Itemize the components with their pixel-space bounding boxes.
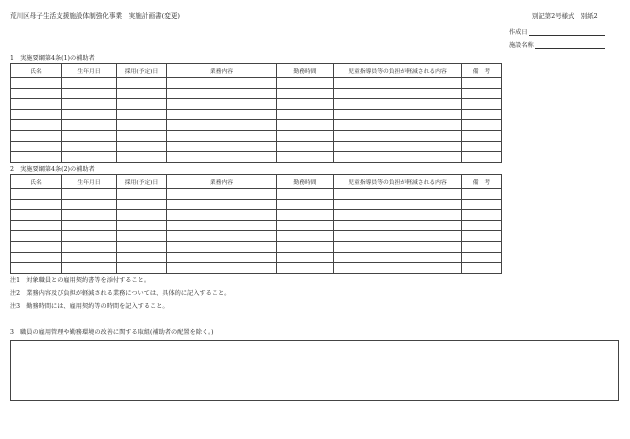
column-header-burden: 児童指導員等の負担が軽減される内容 xyxy=(334,175,462,189)
column-header-birthdate: 生年月日 xyxy=(62,175,117,189)
section1-table xyxy=(10,63,502,163)
section1-heading: 1 実施要綱第4条(1)の補助者 xyxy=(10,55,95,62)
column-header-birthdate: 生年月日 xyxy=(62,64,117,78)
table-row xyxy=(11,241,502,252)
table-row xyxy=(11,109,502,120)
table-row xyxy=(11,152,502,163)
column-header-name: 氏名 xyxy=(11,175,62,189)
section2-table xyxy=(10,174,502,274)
table-row xyxy=(11,210,502,221)
column-header-remarks: 備 考 xyxy=(462,175,502,189)
column-header-hours: 勤務時間 xyxy=(277,175,334,189)
table-row xyxy=(11,141,502,152)
table-header-row xyxy=(11,64,502,78)
table-row xyxy=(11,88,502,99)
column-header-remarks: 備 考 xyxy=(462,64,502,78)
column-header-hours: 勤務時間 xyxy=(277,64,334,78)
note-2: 注2 業務内容及び負担が軽減される業務については、具体的に記入すること。 xyxy=(10,290,231,297)
table-header-row xyxy=(11,175,502,189)
column-header-hire-date: 採用(予定)日 xyxy=(117,64,167,78)
facility-name-field[interactable] xyxy=(535,41,605,49)
table-row xyxy=(11,130,502,141)
facility-name-label: 施設名称 xyxy=(509,42,534,49)
table-row xyxy=(11,220,502,231)
table-row xyxy=(11,263,502,274)
created-date-field[interactable] xyxy=(529,28,605,36)
column-header-name: 氏名 xyxy=(11,64,62,78)
table-row xyxy=(11,189,502,200)
section3-heading: 3 職員の雇用管理や勤務環境の改善に関する取組(補助者の配置を除く。) xyxy=(10,329,214,336)
section2-heading: 2 実施要綱第4条(2)の補助者 xyxy=(10,166,95,173)
column-header-hire-date: 採用(予定)日 xyxy=(117,175,167,189)
form-number-label: 別記第2号様式 別紙2 xyxy=(532,12,598,20)
table-row xyxy=(11,231,502,242)
table-row xyxy=(11,252,502,263)
created-date-label: 作成日 xyxy=(509,29,528,36)
table-row xyxy=(11,199,502,210)
table-row xyxy=(11,120,502,131)
column-header-burden: 児童指導員等の負担が軽減される内容 xyxy=(334,64,462,78)
note-3: 注3 勤務時間には、雇用契約等の時間を記入すること。 xyxy=(10,303,169,310)
table-row xyxy=(11,78,502,89)
document-title: 荒川区母子生活支援施設体制強化事業 実施計画書(変更) xyxy=(10,12,180,20)
column-header-duties: 業務内容 xyxy=(167,64,277,78)
section3-input-box[interactable] xyxy=(10,340,619,401)
note-1: 注1 対象職員との雇用契約書等を添付すること。 xyxy=(10,277,151,284)
created-date-row xyxy=(509,27,605,36)
table-row xyxy=(11,99,502,110)
column-header-duties: 業務内容 xyxy=(167,175,277,189)
facility-name-row xyxy=(509,40,605,49)
